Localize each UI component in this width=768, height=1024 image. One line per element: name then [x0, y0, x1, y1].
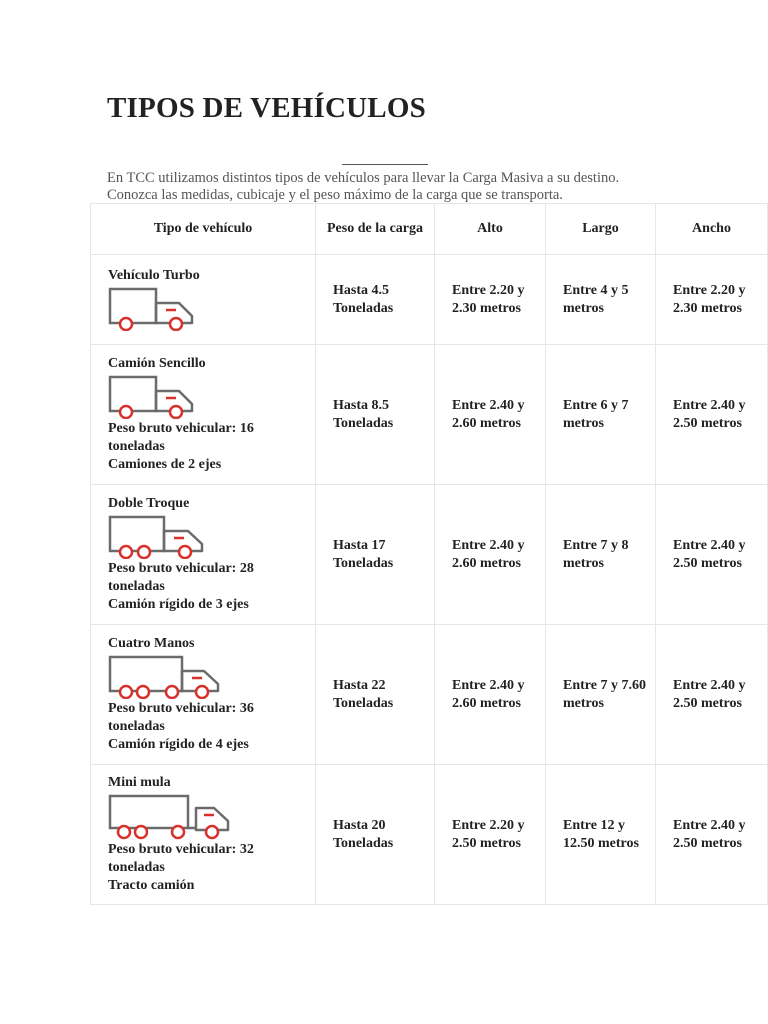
largo-cell: Entre 4 y 5 metros	[546, 255, 656, 345]
vehicle-name: Camión Sencillo	[108, 356, 206, 371]
truck-4-axle-icon	[108, 655, 220, 699]
vehicle-axle-info: Tracto camión	[108, 878, 195, 893]
alto-cell: Entre 2.40 y 2.60 metros	[435, 345, 546, 485]
table-row	[91, 625, 768, 765]
largo-cell: Entre 6 y 7 metros	[546, 345, 656, 485]
vehicle-cell	[91, 345, 316, 485]
title-divider	[342, 164, 428, 165]
peso-cell: Hasta 4.5 Toneladas	[316, 255, 435, 345]
vehicle-cell	[91, 485, 316, 625]
vehicle-types-table	[90, 203, 768, 905]
truck-semi-trailer-icon	[108, 794, 230, 840]
vehicle-gross-weight: Peso bruto vehicular: 32 toneladas	[108, 842, 254, 875]
table-row	[91, 765, 768, 905]
ancho-cell: Entre 2.40 y 2.50 metros	[656, 485, 768, 625]
vehicle-cell	[91, 255, 316, 345]
table-header-row	[91, 204, 768, 255]
intro-line-2: Conozca las medidas, cubicaje y el peso máximo de la carga que se transporta.	[107, 187, 563, 203]
ancho-cell: Entre 2.40 y 2.50 metros	[656, 765, 768, 905]
peso-cell: Hasta 8.5 Toneladas	[316, 345, 435, 485]
vehicle-gross-weight: Peso bruto vehicular: 16 toneladas	[108, 421, 254, 454]
truck-2-axle-icon	[108, 287, 194, 331]
peso-cell: Hasta 22 Toneladas	[316, 625, 435, 765]
vehicle-axle-info: Camión rígido de 4 ejes	[108, 737, 249, 752]
vehicle-gross-weight: Peso bruto vehicular: 28 toneladas	[108, 561, 254, 594]
vehicle-name: Doble Troque	[108, 496, 190, 511]
header-alto: Alto	[435, 204, 546, 255]
vehicle-axle-info: Camión rígido de 3 ejes	[108, 597, 249, 612]
table-row	[91, 255, 768, 345]
vehicle-cell	[91, 625, 316, 765]
alto-cell: Entre 2.40 y 2.60 metros	[435, 625, 546, 765]
table-row	[91, 345, 768, 485]
ancho-cell: Entre 2.20 y 2.30 metros	[656, 255, 768, 345]
table-row	[91, 485, 768, 625]
peso-cell: Hasta 17 Toneladas	[316, 485, 435, 625]
alto-cell: Entre 2.40 y 2.60 metros	[435, 485, 546, 625]
alto-cell: Entre 2.20 y 2.50 metros	[435, 765, 546, 905]
ancho-cell: Entre 2.40 y 2.50 metros	[656, 625, 768, 765]
vehicle-name: Mini mula	[108, 775, 171, 790]
truck-3-axle-icon	[108, 515, 204, 559]
header-tipo: Tipo de vehículo	[91, 204, 316, 255]
vehicle-axle-info: Camiones de 2 ejes	[108, 457, 222, 472]
header-peso: Peso de la carga	[316, 204, 435, 255]
largo-cell: Entre 7 y 8 metros	[546, 485, 656, 625]
vehicle-name: Cuatro Manos	[108, 636, 195, 651]
header-ancho: Ancho	[656, 204, 768, 255]
truck-2-axle-icon	[108, 375, 194, 419]
intro-text	[107, 170, 747, 204]
vehicle-gross-weight: Peso bruto vehicular: 36 toneladas	[108, 701, 254, 734]
ancho-cell: Entre 2.40 y 2.50 metros	[656, 345, 768, 485]
header-largo: Largo	[546, 204, 656, 255]
largo-cell: Entre 7 y 7.60 metros	[546, 625, 656, 765]
peso-cell: Hasta 20 Toneladas	[316, 765, 435, 905]
page-title: TIPOS DE VEHÍCULOS	[107, 92, 426, 124]
vehicle-cell	[91, 765, 316, 905]
vehicle-name: Vehículo Turbo	[108, 268, 200, 283]
alto-cell: Entre 2.20 y 2.30 metros	[435, 255, 546, 345]
intro-line-1: En TCC utilizamos distintos tipos de vehículos para llevar la Carga Masiva a su destino.	[107, 170, 620, 186]
largo-cell: Entre 12 y 12.50 metros	[546, 765, 656, 905]
